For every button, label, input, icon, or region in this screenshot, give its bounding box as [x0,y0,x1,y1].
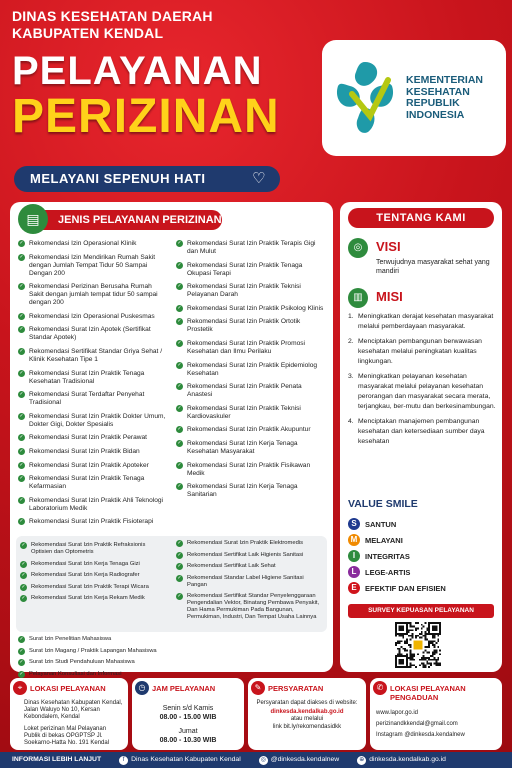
check-icon: ✓ [21,560,26,567]
ministry-line3: REPUBLIK [406,97,460,109]
misi-item [348,372,496,412]
check-icon: ✓ [177,318,182,325]
target-icon: ◎ [348,238,368,258]
ministry-line4: INDONESIA [406,108,465,121]
value-item [348,534,403,546]
service-item [18,391,168,407]
check-icon: ✓ [19,434,24,441]
service-text: Rekomendasi Sertifikat Standar Penyelenggaraan Pengendalian Vektor, Binatang Pembawa Penyakit, Dan Hama Permukiman Pada Bangunan, Permukiman, Industri, Dan Tempat Usaha Lainnya [187,593,320,621]
service-text: Surat Izin Magang / Praktik Lapangan Mahasiswa [29,647,157,654]
requirements-link[interactable]: dinkesda.kendalkab.go.id [270,709,344,716]
slogan-banner [14,166,280,192]
location-2: Loket perizinan Mal Pelayanan Publik di bekas OPGPTSP Jl. Soekarno-Hatta No. 191 Kendal [24,725,110,747]
service-text: Rekomendasi Surat Izin Praktik Teknisi Pelayanan Darah [187,283,301,299]
misi-number: 4. [348,418,354,425]
facebook-text: Dinas Kesehatan Kabupaten Kendal [131,756,241,763]
about-card [340,202,502,672]
service-text: Rekomendasi Surat Izin Praktik Fisioterapi [29,518,154,526]
check-icon: ✓ [19,240,24,246]
misi-text: Menciptakan manajemen pembangunan kesehatan dan ketersediaan sumber daya kesehatan [358,418,485,445]
service-item [18,283,168,307]
service-item [18,348,168,364]
service-text: Surat Izin Penelitian Mahasiswa [29,636,112,642]
check-icon: ✓ [19,647,24,654]
requirements-text-3[interactable]: link bit.ly/rekomendasidkk [272,723,342,730]
hours-time-2: 08.00 - 10.30 WIB [159,737,217,744]
agency-name-line1: DINAS KESEHATAN DAERAH [12,8,213,24]
website-text: dinkesda.kendalkab.go.id [369,756,446,763]
misi-text: Meningkatkan pelayanan kesehatan masyarakat melalui pelayanan kesehatan perorangan dan masyarakat secara merata, terjangkau, ber-mutu dan berkesinambungan. [358,373,496,410]
complaints-body [376,710,500,740]
service-text: Rekomendasi Surat Izin Kerja Radiografer [31,572,140,579]
value-item [348,566,410,578]
service-item [18,648,318,655]
check-icon: ✓ [19,636,24,642]
service-item [176,483,326,499]
ministry-line2: KESEHATAN [406,85,470,98]
service-item [18,636,318,643]
service-text: Rekomendasi Surat Izin Praktik Teknisi Kardiovaskuler [187,404,301,420]
service-text: Rekomendasi Surat Izin Praktik Ahli Teknologi Laboratorium Medik [29,496,164,512]
check-icon: ✓ [177,383,182,390]
value-letter-badge: L [348,566,360,578]
chart-icon: ▥ [348,288,368,308]
service-item [20,584,168,591]
service-text: Rekomendasi Surat Izin Praktik Epidemiolog Kesehatan [187,361,318,377]
check-icon: ✓ [19,312,24,319]
service-text: Rekomendasi Surat Izin Praktik Perawat [29,434,148,442]
service-text: Rekomendasi Surat Izin Praktik Dokter Umum, Dokter Gigi, Dokter Spesialis [29,412,166,428]
complaint-email[interactable]: perizinandkkendal@gmail.com [376,721,458,728]
service-item [176,552,324,559]
value-text: MELAYANI [365,535,403,545]
service-item [18,518,168,526]
service-text: Rekomendasi Standar Label Higiene Sanitasi Pangan [187,574,304,588]
check-icon: ✓ [177,439,182,446]
facebook-icon: f [119,756,128,765]
service-item [18,326,168,342]
location-1: Dinas Kesehatan Kabupaten Kendal, Jalan Waluyo No 10, Kersan Kebondalem, Kendal [24,700,123,721]
check-icon: ✓ [19,253,24,260]
check-icon: ✓ [19,447,24,454]
services-box-column-1 [20,542,168,607]
services-box [16,536,327,632]
misi-text: Meningkatkan derajat kesehatan masyarakat melalui pemberdayaan masyarakat. [358,313,494,330]
check-icon: ✓ [177,551,182,558]
service-item [176,462,326,478]
service-item [176,540,324,547]
service-text: Rekomendasi Surat Izin Praktik Apoteker [29,461,149,469]
service-item [176,305,326,313]
services-extra-list [18,636,318,682]
misi-item [348,417,496,447]
check-icon: ✓ [177,361,182,368]
service-text: Rekomendasi Sertifikat Laik Higienis Sanitasi [187,551,304,558]
qr-code-icon[interactable] [393,622,443,668]
check-icon: ✓ [19,496,24,503]
value-text: EFEKTIF DAN EFISIEN [365,583,446,593]
title-line2: PERIZINAN [12,90,280,143]
service-item [176,563,324,570]
check-icon: ✓ [177,261,182,268]
check-icon: ✓ [177,339,182,346]
service-text: Rekomendasi Izin Mendirikan Rumah Sakit dengan Jumlah Tempat Tidur 50 Sampai Dengan 200 [29,253,156,277]
footer-location [10,678,128,750]
check-icon: ✓ [177,461,182,468]
service-item [20,561,168,568]
service-item [18,448,168,456]
misi-item [348,337,496,367]
slogan-text: MELAYANI SEPENUH HATI [30,171,206,186]
complaint-instagram[interactable]: Instagram @dinkesda.kendalnew [376,732,465,739]
value-text: LEGE-ARTIS [365,567,411,577]
service-item [20,572,168,579]
check-icon: ✓ [19,391,24,398]
service-item [18,462,168,470]
misi-list [348,312,496,452]
megaphone-icon: ✆ [373,681,387,695]
check-icon: ✓ [19,659,24,666]
kemenkes-emblem-icon [330,58,400,138]
check-icon: ✓ [177,483,182,490]
check-icon: ✓ [19,518,24,525]
survey-label: SURVEY KEPUASAN PELAYANAN [348,604,494,618]
service-text: Rekomendasi Surat Terdaftar Penyehat Tradisional [29,391,145,407]
service-text: Rekomendasi Surat Izin Praktik Fisikawan Medik [187,461,311,477]
check-icon: ✓ [177,593,182,600]
check-icon: ✓ [177,404,182,411]
service-item [18,434,168,442]
service-item [176,340,326,356]
instagram-link[interactable] [259,752,349,768]
service-text: Rekomendasi Surat Izin Praktik Terapi Wicara [31,583,149,590]
requirements-body [248,700,366,731]
service-text: Rekomendasi Izin Operasional Klinik [29,240,137,247]
misi-text: Menciptakan pembangunan berwawasan kesehatan melalui peningkatan kualitas lingkungan. [358,338,482,365]
hours-body [132,704,244,745]
service-item [18,475,168,491]
footer-requirements [248,678,366,750]
instagram-icon: ◎ [260,757,266,763]
service-text: Rekomendasi Surat Izin Praktik Terapis Gigi dan Mulut [187,240,316,255]
info-bar [0,752,512,768]
hours-days-2: Jumat [178,728,198,735]
service-item [176,575,324,589]
hours-days-1: Senin s/d Kamis [162,705,214,712]
service-item [18,497,168,513]
service-text: Rekomendasi Surat Izin Praktik Bidan [29,447,140,455]
check-icon: ✓ [21,542,26,548]
service-text: Rekomendasi Perizinan Berusaha Rumah Sakit dengan jumlah tempat tidur 50 sampai dengan 200 [29,283,158,307]
location-body [18,700,124,747]
check-icon: ✓ [177,563,182,570]
service-item [18,659,318,666]
header [12,8,312,142]
hours-title: JAM PELAYANAN [152,684,216,693]
requirements-text-1: Persyaratan dapat diakses di website: [256,700,358,706]
service-item [20,542,168,556]
check-icon: ✓ [21,572,26,579]
value-item [348,550,410,562]
location-title: LOKASI PELAYANAN [30,684,106,693]
service-item [18,413,168,429]
title-line1: PELAYANAN [12,49,263,93]
complaint-web[interactable]: www.lapor.go.id [376,710,419,716]
service-item [176,318,326,334]
about-title: TENTANG KAMI [348,208,494,228]
service-text: Rekomendasi Surat Izin Kerja Tenaga Gizi [31,560,140,567]
value-title: VALUE SMILE [348,498,418,510]
service-item [176,362,326,378]
service-text: Rekomendasi Surat Izin Praktik Psikolog Klinis [187,304,324,312]
service-item [18,370,168,386]
visi-label: VISI [376,239,401,254]
check-icon: ✓ [177,240,182,246]
service-text: Rekomendasi Surat Izin Kerja Rekam Medik [31,595,145,602]
service-item [18,254,168,278]
service-text: Rekomendasi Surat Izin Praktik Promosi Kesehatan dan Ilmu Perilaku [187,339,305,355]
value-letter-badge: S [348,518,360,530]
check-icon: ✓ [177,540,182,546]
service-item [176,405,326,421]
website-link[interactable] [357,752,455,768]
misi-number: 2. [348,338,354,345]
service-item [18,313,168,321]
service-item [176,383,326,399]
location-pin-icon: ⌖ [13,681,27,695]
check-icon: ✓ [19,412,24,419]
service-item [18,671,318,678]
service-text: Rekomendasi Surat Izin Kerja Tenaga Sanitarian [187,483,298,499]
check-icon: ✓ [19,347,24,354]
misi-item [348,312,496,332]
service-text: Rekomendasi Surat Izin Praktik Elektromedis [187,540,303,546]
value-item [348,582,446,594]
service-item [176,426,326,434]
footer-complaints [370,678,502,750]
value-item [348,518,396,530]
check-icon: ✓ [21,595,26,602]
service-item [176,440,326,456]
value-text: INTEGRITAS [365,551,410,561]
value-text: SANTUN [365,519,397,529]
services-column-2 [176,240,326,505]
check-icon: ✓ [19,475,24,482]
check-icon: ✓ [19,283,24,290]
service-text: Rekomendasi Sertifikat Laik Sehat [187,563,276,570]
hours-time-1: 08.00 - 15.00 WIB [159,714,217,721]
clock-icon: ◷ [135,681,149,695]
service-text: Rekomendasi Surat Izin Praktik Refraksionis Optisien dan Optometris [31,542,146,555]
check-icon: ✓ [177,426,182,433]
service-item [176,240,326,256]
facebook-link[interactable] [119,752,250,768]
check-icon: ✓ [19,369,24,376]
service-text: Rekomendasi Surat Izin Praktik Akupuntur [187,426,311,434]
ministry-line1: KEMENTERIAN [406,74,484,86]
check-icon: ✓ [19,326,24,333]
service-item [20,595,168,602]
check-icon: ✓ [19,461,24,468]
services-box-column-2 [176,540,324,626]
misi-label: MISI [376,289,403,304]
footer-hours [132,678,244,750]
misi-number: 1. [348,313,354,320]
service-text: Rekomendasi Sertifikat Standar Griya Sehat / Klinik Kesehatan Tipe 1 [29,347,163,363]
services-title: JENIS PELAYANAN PERIZINAN [42,210,222,230]
info-bar-lead: INFORMASI LEBIH LANJUT [12,756,102,763]
service-text: Rekomendasi Surat Izin Kerja Tenaga Kesehatan Masyarakat [187,439,298,455]
service-item [18,240,168,248]
service-text: Rekomendasi Izin Operasional Puskesmas [29,312,155,320]
requirements-title: PERSYARATAN [268,684,324,693]
heart-icon: ♡ [252,170,266,187]
service-item [176,262,326,278]
check-icon: ✓ [177,304,182,311]
document-icon: ▤ [18,204,48,234]
check-icon: ✓ [19,670,24,677]
requirements-text-2: atau melalui [290,716,324,723]
service-item [176,593,324,621]
service-text: Pelayanan Konsultasi dan Informasi [29,670,122,677]
value-letter-badge: M [348,534,360,546]
agency-name-line2: KABUPATEN KENDAL [12,25,164,41]
instagram-text: @dinkesda.kendalnew [270,756,340,763]
misi-number: 3. [348,373,354,380]
service-text: Rekomendasi Surat Izin Praktik Penata Anastesi [187,383,302,399]
check-icon: ✓ [177,574,182,581]
visi-text: Terwujudnya masyarakat sehat yang mandiri [376,259,490,275]
service-text: Rekomendasi Surat Izin Apotek (Sertifikat Standar Apotek) [29,326,151,342]
value-letter-badge: I [348,550,360,562]
value-letter-badge: E [348,582,360,594]
service-text: Rekomendasi Surat Izin Praktik Tenaga Kefarmasian [29,475,145,491]
check-icon: ✓ [21,583,26,590]
document-check-icon: ✎ [251,681,265,695]
service-text: Rekomendasi Surat Izin Praktik Tenaga Kesehatan Tradisional [29,369,145,385]
complaints-title: LOKASI PELAYANAN PENGADUAN [390,684,466,702]
service-text: Surat Izin Studi Pendahuluan Mahasiswa [29,659,135,666]
service-text: Rekomendasi Surat Izin Praktik Tenaga Okupasi Terapi [187,261,303,277]
service-text: Rekomendasi Surat Izin Praktik Ortotik Prostetik [187,318,301,334]
services-card [10,202,333,677]
service-item [176,283,326,299]
ministry-logo [322,40,506,156]
globe-icon: ⊕ [359,757,365,763]
services-column-1 [18,240,168,532]
check-icon: ✓ [177,283,182,290]
ministry-name [406,75,483,121]
